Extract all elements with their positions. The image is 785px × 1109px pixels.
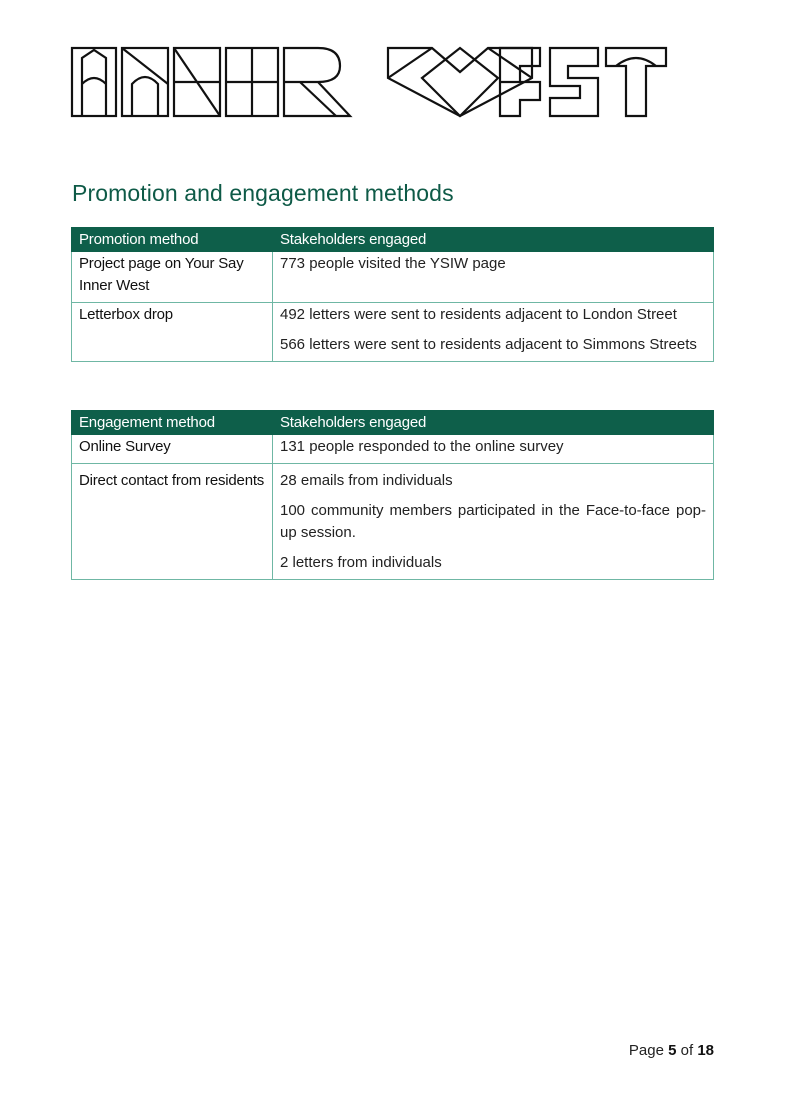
detail-text: 566 letters were sent to residents adjacent to Simmons Streets [280, 336, 697, 353]
method-cell: Online Survey [72, 435, 273, 464]
column-header: Stakeholders engaged [273, 228, 714, 252]
method-cell: Direct contact from residents [72, 464, 273, 580]
page-label: Page [628, 1042, 664, 1059]
table-row [72, 435, 714, 464]
page-heading: Promotion and engagement methods [72, 180, 454, 206]
table-row [72, 252, 714, 303]
detail-text: 131 people responded to the online survey [280, 438, 564, 455]
details-cell [273, 464, 714, 580]
page-number [629, 1042, 714, 1059]
details-cell [273, 435, 714, 464]
detail-text: 2 letters from individuals [280, 554, 442, 571]
details-cell [273, 303, 714, 362]
detail-text: 773 people visited the YSIW page [280, 255, 506, 272]
table-row [72, 303, 714, 362]
detail-text: 100 community members participated in the Face-to-face pop-up session. [280, 502, 706, 541]
detail-text: 492 letters were sent to residents adjacent to London Street [280, 306, 677, 323]
detail-text: 28 emails from individuals [280, 472, 453, 489]
table-row [72, 464, 714, 580]
method-cell: Project page on Your Say Inner West [72, 252, 273, 303]
promotion-methods-table [71, 227, 714, 362]
column-header: Promotion method [72, 228, 273, 252]
total-pages: 18 [697, 1042, 714, 1059]
engagement-methods-table [71, 410, 714, 580]
inner-west-logo [70, 44, 670, 120]
of-label: of [680, 1042, 694, 1059]
column-header: Engagement method [72, 411, 273, 435]
table-header-row [72, 228, 714, 252]
column-header: Stakeholders engaged [273, 411, 714, 435]
method-cell: Letterbox drop [72, 303, 273, 362]
current-page: 5 [668, 1042, 677, 1059]
details-cell [273, 252, 714, 303]
table-header-row [72, 411, 714, 435]
